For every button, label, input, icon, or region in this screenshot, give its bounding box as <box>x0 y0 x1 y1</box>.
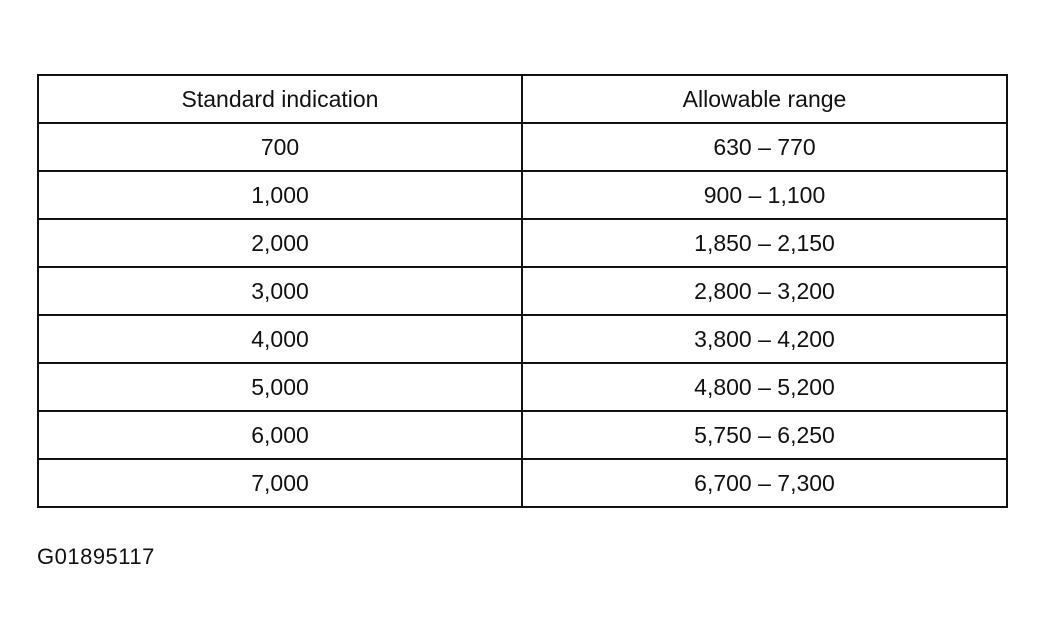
standard-indication-cell: 5,000 <box>38 363 522 411</box>
table-row <box>38 411 1007 459</box>
header-standard-indication: Standard indication <box>38 75 522 123</box>
allowable-range-cell: 6,700 – 7,300 <box>522 459 1007 507</box>
allowable-range-cell: 3,800 – 4,200 <box>522 315 1007 363</box>
standard-indication-cell: 700 <box>38 123 522 171</box>
table-row <box>38 123 1007 171</box>
standard-indication-cell: 6,000 <box>38 411 522 459</box>
allowable-range-cell: 4,800 – 5,200 <box>522 363 1007 411</box>
table-row <box>38 363 1007 411</box>
allowable-range-cell: 5,750 – 6,250 <box>522 411 1007 459</box>
table-header-row <box>38 75 1007 123</box>
table-row <box>38 315 1007 363</box>
allowable-range-cell: 630 – 770 <box>522 123 1007 171</box>
allowable-range-cell: 1,850 – 2,150 <box>522 219 1007 267</box>
standard-indication-cell: 2,000 <box>38 219 522 267</box>
allowable-range-cell: 900 – 1,100 <box>522 171 1007 219</box>
standard-indication-cell: 7,000 <box>38 459 522 507</box>
figure-id-label: G01895117 <box>37 544 155 569</box>
standard-indication-cell: 4,000 <box>38 315 522 363</box>
table-row <box>38 459 1007 507</box>
allowable-range-cell: 2,800 – 3,200 <box>522 267 1007 315</box>
table-row <box>38 171 1007 219</box>
standard-indication-cell: 1,000 <box>38 171 522 219</box>
header-allowable-range: Allowable range <box>522 75 1007 123</box>
table-row <box>38 267 1007 315</box>
specification-table <box>37 74 1008 508</box>
table-row <box>38 219 1007 267</box>
standard-indication-cell: 3,000 <box>38 267 522 315</box>
